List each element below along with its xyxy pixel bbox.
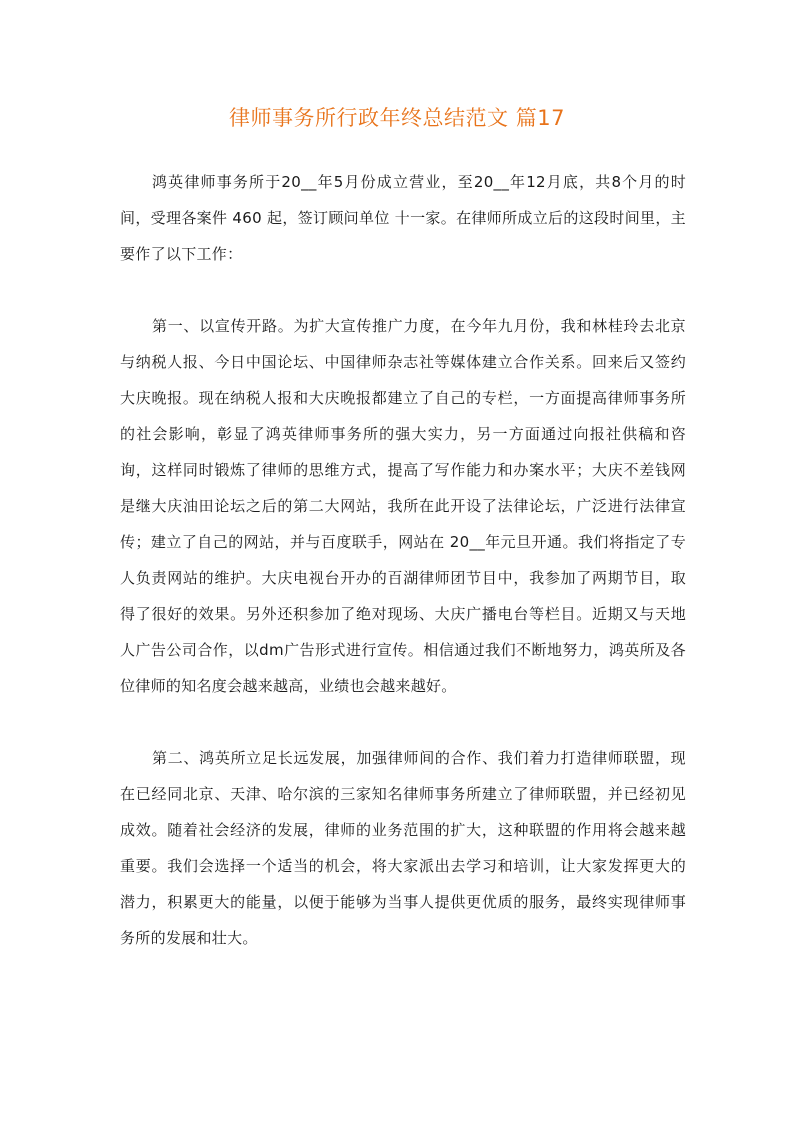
paragraph-first-publicity: 第一、以宣传开路。为扩大宣传推广力度，在今年九月份，我和林桂玲去北京与纳税人报、今日中国论坛、中国律师杂志社等媒体建立合作关系。回来后又签约大庆晚报。现在纳税人报和大庆晚报都建立了自己的专栏，一方面提高律师事务所的社会影响，彰显了鸿英律师事务所的强大实力，另一方面通过向报社供稿和咨询，这样同时锻炼了律师的思维方式，提高了写作能力和办案水平；大庆不差钱网是继大庆油田论坛之后的第二大网站，我所在此开设了法律论坛，广泛进行法律宣传；建立了自己的网站，并与百度联手，网站在 20__年元旦开通。我们将指定了专人负责网站的维护。大庆电视台开办的百湖律师团节目中，我参加了两期节目，取得了很好的效果。另外还积参加了绝对现场、大庆广播电台等栏目。近期又与天地人广告公司合作，以dm广告形式进行宣传。相信通过我们不断地努力，鸿英所及各位律师的知名度会越来越高，业绩也会越来越好。 [120,317,686,695]
document-body [120,164,686,992]
paragraph-second-alliance: 第二、鸿英所立足长远发展，加强律师间的合作、我们着力打造律师联盟，现在已经同北京、天津、哈尔滨的三家知名律师事务所建立了律师联盟，并已经初见成效。随着社会经济的发展，律师的业务范围的扩大，这种联盟的作用将会越来越重要。我们会选择一个适当的机会，将大家派出去学习和培训，让大家发挥更大的潜力，积累更大的能量，以便于能够为当事人提供更优质的服务，最终实现律师事务所的发展和壮大。 [120,749,686,947]
document-title: 律师事务所行政年终总结范文 篇17 [229,106,565,130]
paragraph-intro: 鸿英律师事务所于20__年5月份成立营业，至20__年12月底，共8个月的时间，受理各案件 460 起，签订顾问单位 十一家。在律师所成立后的这段时间里，主要作了以下工作： [120,173,686,263]
